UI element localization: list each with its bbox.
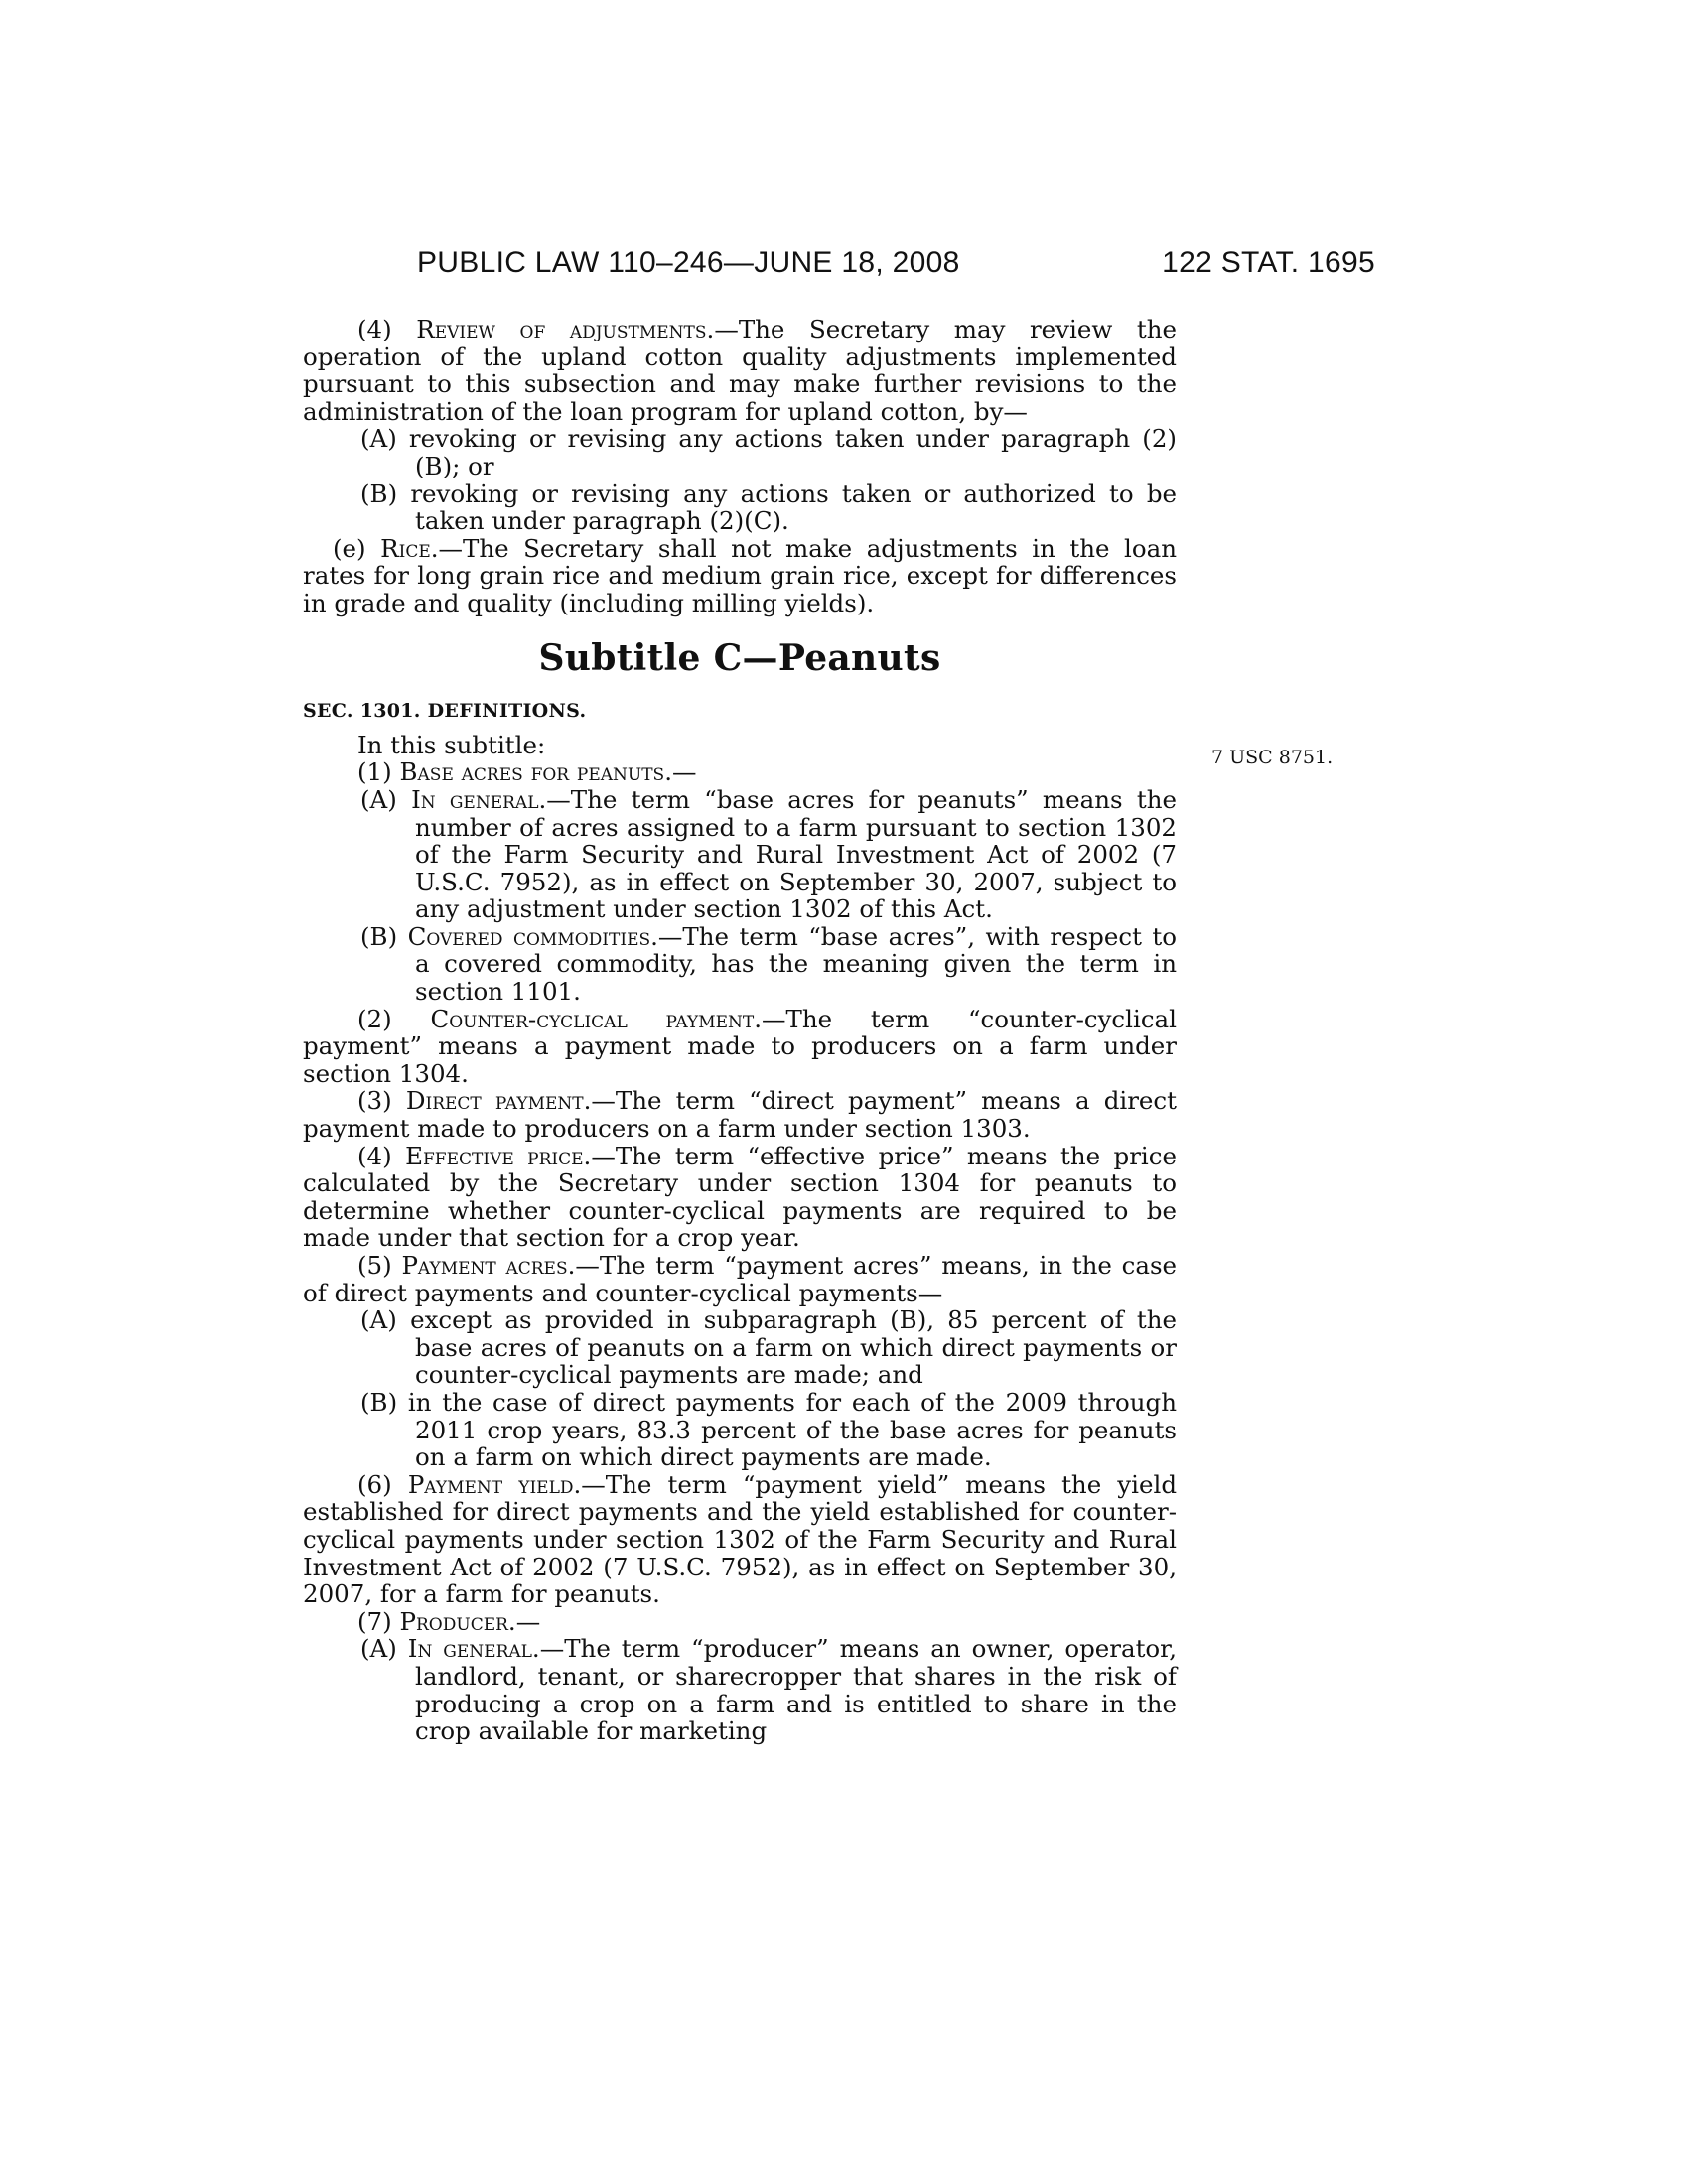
subtitle-heading: Subtitle C—Peanuts <box>538 636 941 679</box>
run-in-heading: Payment acres. <box>401 1251 576 1280</box>
running-head <box>303 246 1375 286</box>
definition-7: (7) Producer.— <box>357 1606 541 1636</box>
run-in-heading: Counter-cyclical payment. <box>430 1004 763 1033</box>
definition-5-a: (A) except as provided in subparagraph (B), 85 percent of the base acres of peanuts on a farm on which direct payments or counter-cyclical payments are made; and <box>360 1305 1177 1390</box>
definition-1-b: (B) Covered commodities.—The term “base acres”, with respect to a covered commodity, has the meaning given the term in section 1101. <box>360 921 1177 1007</box>
section-intro: In this subtitle: <box>357 730 546 759</box>
run-in-heading: In general. <box>407 1634 540 1664</box>
subparagraph-b: (B) revoking or revising any actions taken or authorized to be taken under paragraph (2)(C). <box>360 478 1177 536</box>
run-in-heading: Review of adjustments. <box>416 315 715 343</box>
run-in-heading: Effective price. <box>405 1141 592 1170</box>
run-in-heading: In general. <box>411 784 547 814</box>
definition-6: (6) Payment yield.—The term “payment yield” means the yield established for direct payments and the yield established for counter-cyclical payments under section 1302 of the Farm Security and Rural Investment Act of 2002 (7 U.S.C. 7952), as in effect on September 30, 2007, for a farm for peanuts. <box>303 1469 1177 1609</box>
run-in-heading: Covered commodities. <box>407 921 658 951</box>
usc-margin-note: 7 USC 8751. <box>1211 747 1334 768</box>
running-head-title: PUBLIC LAW 110–246—JUNE 18, 2008 <box>417 246 960 279</box>
definition-7-a: (A) In general.—The term “producer” means an owner, operator, landlord, tenant, or sharecropper that shares in the risk of producing a crop on a farm and is entitled to share in the crop available for marketing <box>360 1634 1177 1746</box>
definition-5-b: (B) in the case of direct payments for each of the 2009 through 2011 crop years, 83.3 percent of the base acres for peanuts on a farm on which direct payments are made. <box>360 1387 1177 1472</box>
definition-4: (4) Effective price.—The term “effective price” means the price calculated by the Secretary under section 1304 for peanuts to determine whether counter-cyclical payments are required to be made under that section for a crop year. <box>303 1141 1177 1253</box>
definition-1-a: (A) In general.—The term “base acres for peanuts” means the number of acres assigned to a farm pursuant to section 1302 of the Farm Security and Rural Investment Act of 2002 (7 U.S.C. 7952), as in effect on September 30, 2007, subject to any adjustment under section 1302 of this Act. <box>360 784 1177 924</box>
page-statute-number: 122 STAT. 1695 <box>1162 246 1375 279</box>
run-in-heading: Producer. <box>399 1606 516 1636</box>
definition-2: (2) Counter-cyclical payment.—The term “counter-cyclical payment” means a payment made to producers on a farm under section 1304. <box>303 1004 1177 1088</box>
run-in-heading: Rice. <box>380 533 439 563</box>
definition-5: (5) Payment acres.—The term “payment acres” means, in the case of direct payments and counter-cyclical payments— <box>303 1251 1178 1307</box>
run-in-heading: Direct payment. <box>405 1086 592 1116</box>
paragraph-review-of-adjustments: (4) Review of adjustments.—The Secretary may review the operation of the upland cotton quality adjustments implemented pursuant to this subsection and may make further revisions to the administration of the loan program for upland cotton, by— <box>303 315 1177 426</box>
definition-3: (3) Direct payment.—The term “direct payment” means a direct payment made to producers on a farm under section 1303. <box>303 1086 1177 1144</box>
run-in-heading: Payment yield. <box>407 1469 582 1499</box>
run-in-heading: Base acres for peanuts. <box>399 757 672 787</box>
paragraph-rice: (e) Rice.—The Secretary shall not make adjustments in the loan rates for long grain rice and medium grain rice, except for differences in grade and quality (including milling yields). <box>303 533 1177 617</box>
definition-1: (1) Base acres for peanuts.— <box>357 757 697 787</box>
section-heading: SEC. 1301. DEFINITIONS. <box>303 700 587 723</box>
body-text <box>303 316 1177 1745</box>
subparagraph-a: (A) revoking or revising any actions taken under paragraph (2)(B); or <box>360 424 1177 480</box>
